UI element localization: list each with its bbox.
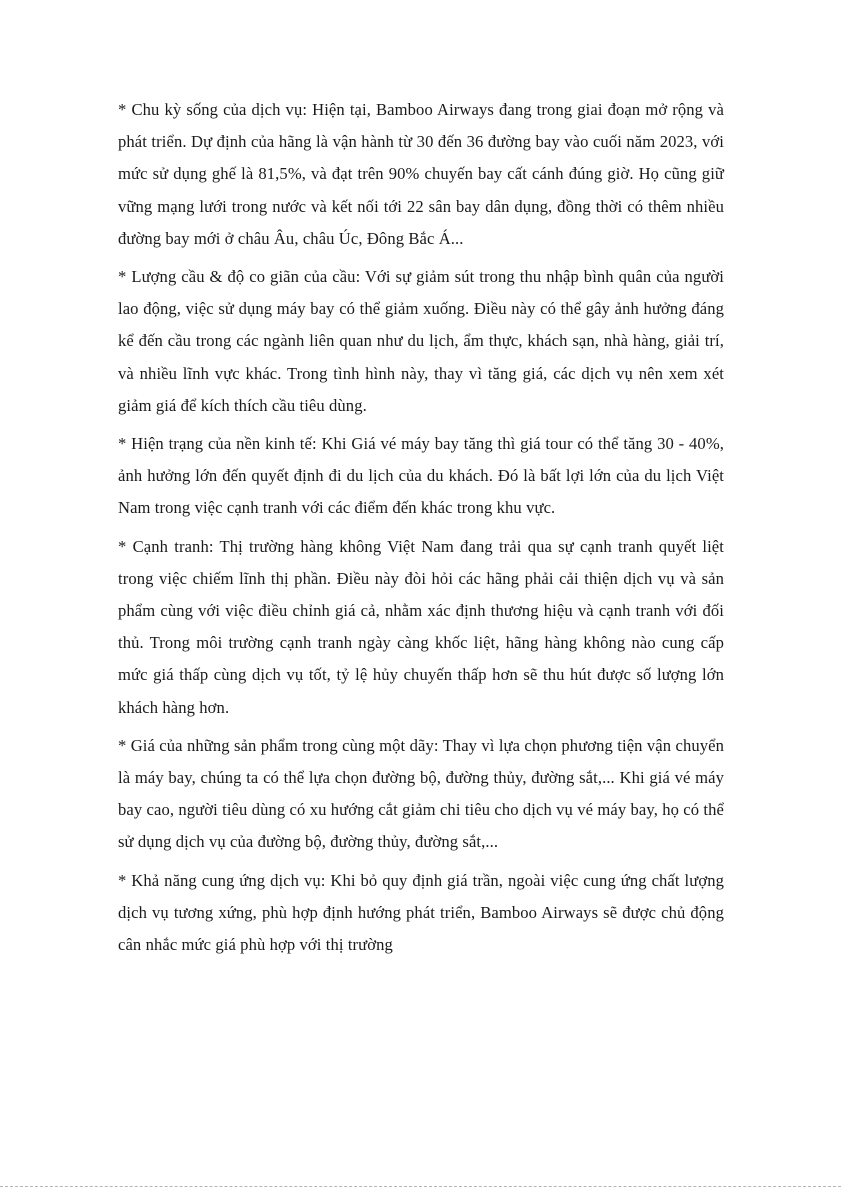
- paragraph-substitute-prices: * Giá của những sản phẩm trong cùng một dãy: Thay vì lựa chọn phương tiện vận chuyển là máy bay, chúng ta có thể lựa chọn đường bộ, đường thủy, đường sắt,... Khi giá vé máy bay cao, người tiêu dùng có xu hướng cắt giảm chi tiêu cho dịch vụ vé máy bay, họ có thể sử dụng dịch vụ của đường bộ, đường thủy, đường sắt,...: [118, 735, 724, 852]
- paragraph-supply-capability: * Khả năng cung ứng dịch vụ: Khi bỏ quy định giá trần, ngoài việc cung ứng chất lượng dịch vụ tương xứng, phù hợp định hướng phát triển, Bamboo Airways sẽ được chủ động cân nhắc mức giá phù hợp với thị trường: [118, 870, 724, 955]
- paragraph-demand-elasticity: * Lượng cầu & độ co giãn của cầu: Với sự giảm sút trong thu nhập bình quân của người lao động, việc sử dụng máy bay có thể giảm xuống. Điều này có thể gây ảnh hưởng đáng kể đến cầu trong các ngành liên quan như du lịch, ẩm thực, khách sạn, nhà hàng, giải trí, và nhiều lĩnh vực khác. Trong tình hình này, thay vì tăng giá, các dịch vụ nên xem xét giảm giá để kích thích cầu tiêu dùng.: [118, 267, 724, 415]
- paragraph-service-lifecycle: * Chu kỳ sống của dịch vụ: Hiện tại, Bamboo Airways đang trong giai đoạn mở rộng và phát triển. Dự định của hãng là vận hành từ 30 đến 36 đường bay vào cuối năm 2023, với mức sử dụng ghế là 81,5%, và đạt trên 90% chuyến bay cất cánh đúng giờ. Họ cũng giữ vững mạng lưới trong nước và kết nối tới 22 sân bay dân dụng, đồng thời có thêm nhiều đường bay mới ở châu Âu, châu Úc, Đông Bắc Á...: [118, 100, 724, 248]
- paragraph-economic-situation: * Hiện trạng của nền kinh tế: Khi Giá vé máy bay tăng thì giá tour có thể tăng 30 - 40%, ảnh hưởng lớn đến quyết định đi du lịch của du khách. Đó là bất lợi lớn của du lịch Việt Nam trong việc cạnh tranh với các điểm đến khác trong khu vực.: [118, 434, 724, 518]
- page-bottom-divider: [0, 1186, 841, 1188]
- document-body: [118, 94, 724, 967]
- paragraph-competition: * Cạnh tranh: Thị trường hàng không Việt Nam đang trải qua sự cạnh tranh quyết liệt trong việc chiếm lĩnh thị phần. Điều này đòi hỏi các hãng phải cải thiện dịch vụ và sản phẩm cùng với việc điều chỉnh giá cả, nhằm xác định thương hiệu và cạnh tranh với đối thủ. Trong môi trường cạnh tranh ngày càng khốc liệt, hãng hàng không nào cung cấp mức giá thấp cùng dịch vụ tốt, tỷ lệ hủy chuyến thấp hơn sẽ thu hút được số lượng lớn khách hàng hơn.: [118, 536, 724, 717]
